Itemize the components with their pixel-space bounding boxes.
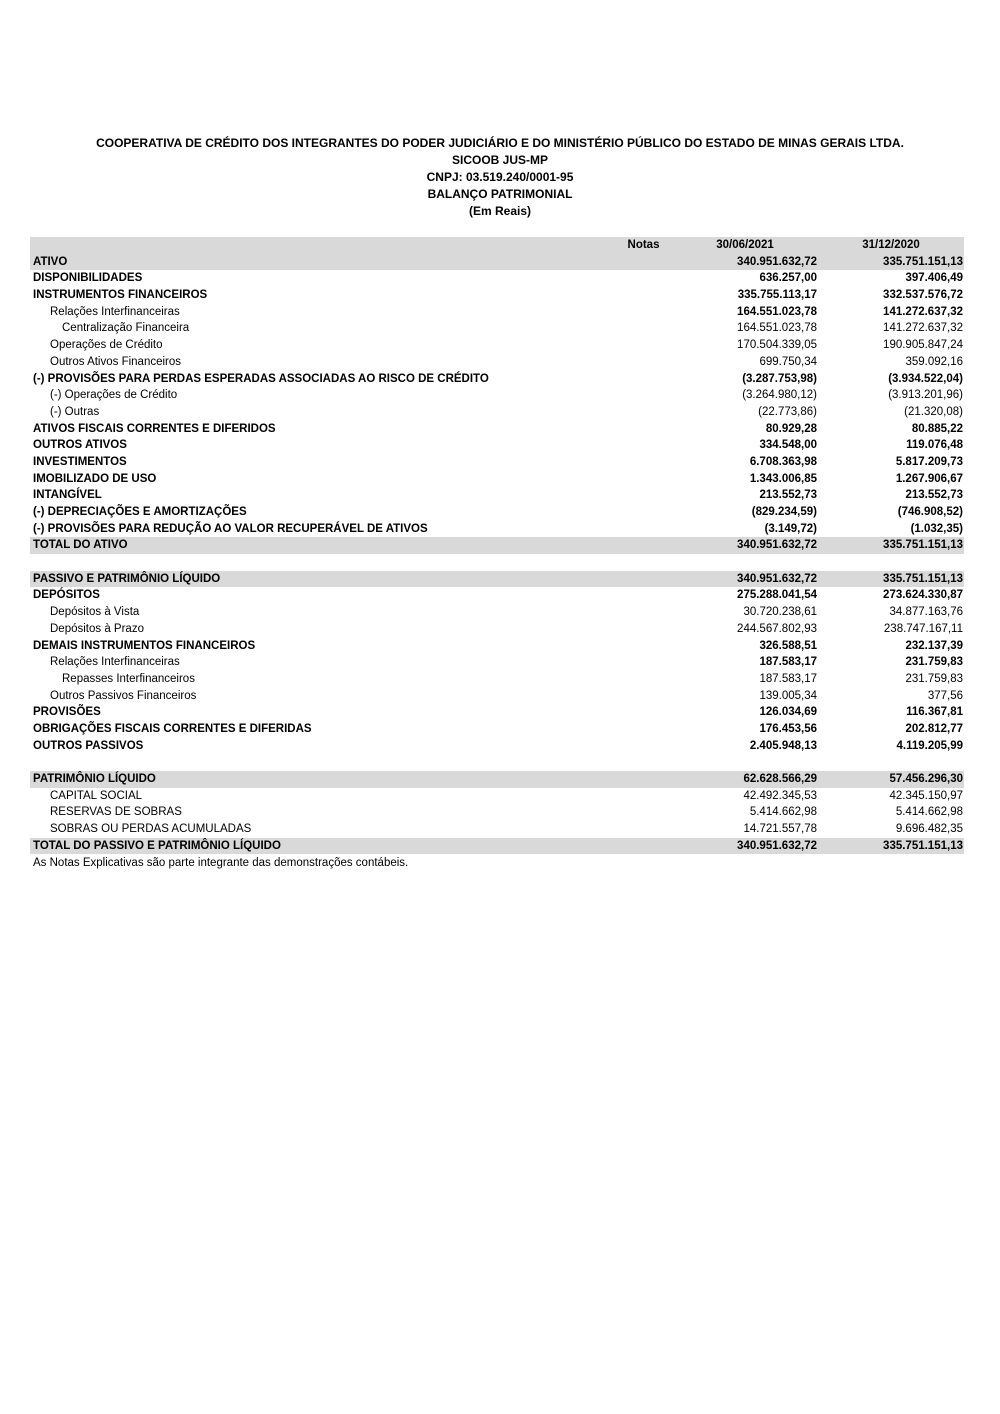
row-label: TOTAL DO PASSIVO E PATRIMÔNIO LÍQUIDO xyxy=(33,839,281,852)
row-value-period2: 190.905.847,24 xyxy=(883,339,963,352)
row-label: INSTRUMENTOS FINANCEIROS xyxy=(33,289,208,302)
row-label: Outros Passivos Financeiros xyxy=(50,689,197,702)
brand-name: SICOOB JUS-MP xyxy=(451,153,548,167)
row-label: CAPITAL SOCIAL xyxy=(50,789,143,802)
table-row xyxy=(30,604,964,621)
spacer-row xyxy=(30,554,964,571)
table-row xyxy=(30,270,964,287)
table-row xyxy=(30,471,964,488)
row-value-period1: 14.721.557,78 xyxy=(743,823,817,836)
row-value-period2: 231.759,83 xyxy=(905,656,963,669)
cnpj: CNPJ: 03.519.240/0001-95 xyxy=(426,170,574,184)
table-row xyxy=(30,788,964,805)
row-value-period2: (1.032,35) xyxy=(910,522,963,535)
company-name: COOPERATIVA DE CRÉDITO DOS INTEGRANTES DO PODER JUDICIÁRIO E DO MINISTÉRIO PÚBLICO DO ESTADO DE MINAS GERAIS LTDA. xyxy=(96,136,904,150)
table-row xyxy=(30,521,964,538)
row-value-period2: (3.913.201,96) xyxy=(888,389,963,402)
row-value-period2: 231.759,83 xyxy=(905,672,963,685)
row-label: Depósitos à Prazo xyxy=(50,622,144,635)
table-row xyxy=(30,654,964,671)
row-value-period1: 699.750,34 xyxy=(759,355,817,368)
row-value-period2: 335.751.151,13 xyxy=(883,839,963,852)
row-value-period1: 42.492.345,53 xyxy=(743,789,817,802)
table-row xyxy=(30,487,964,504)
table-row xyxy=(30,504,964,521)
table-row xyxy=(30,771,964,788)
row-label: PATRIMÔNIO LÍQUIDO xyxy=(33,773,156,785)
row-value-period1: (3.287.753,98) xyxy=(742,372,817,385)
table-row xyxy=(30,320,964,337)
row-value-period1: 244.567.802,93 xyxy=(737,622,817,635)
table-header-row xyxy=(30,237,964,254)
table-row xyxy=(30,304,964,321)
row-value-period2: 57.456.296,30 xyxy=(889,773,963,785)
row-label: OUTROS PASSIVOS xyxy=(33,739,144,752)
row-value-period2: 335.751.151,13 xyxy=(883,255,963,268)
row-value-period1: (829.234,59) xyxy=(751,506,817,518)
row-value-period2: 34.877.163,76 xyxy=(889,606,963,619)
row-label: Repasses Interfinanceiros xyxy=(62,672,195,685)
row-value-period2: 119.076,48 xyxy=(906,439,963,452)
row-value-period2: 202.812,77 xyxy=(905,722,963,735)
row-value-period1: 340.951.632,72 xyxy=(737,572,817,585)
table-row xyxy=(30,371,964,388)
row-value-period2: 5.414.662,98 xyxy=(895,806,963,819)
row-value-period1: 30.720.238,61 xyxy=(743,606,817,619)
row-value-period1: 213.552,73 xyxy=(759,489,817,502)
row-value-period2: 335.751.151,13 xyxy=(883,539,963,552)
row-value-period1: 334.548,00 xyxy=(759,439,817,452)
row-value-period1: 187.583,17 xyxy=(759,672,817,685)
row-value-period1: 1.343.006,85 xyxy=(749,472,817,485)
row-label: RESERVAS DE SOBRAS xyxy=(50,806,182,819)
row-value-period1: 5.414.662,98 xyxy=(749,806,817,819)
row-value-period1: (3.149,72) xyxy=(764,522,817,535)
table-body xyxy=(30,254,964,855)
row-value-period1: 340.951.632,72 xyxy=(737,255,817,268)
table-row xyxy=(30,671,964,688)
row-value-period1: 176.453,56 xyxy=(759,722,817,735)
row-value-period1: 6.708.363,98 xyxy=(749,455,817,468)
row-value-period2: 42.345.150,97 xyxy=(889,789,963,802)
row-value-period2: 377,56 xyxy=(927,689,963,702)
table-row xyxy=(30,287,964,304)
table-row xyxy=(30,738,964,755)
row-value-period2: 397.406,49 xyxy=(905,272,963,285)
table-row xyxy=(30,638,964,655)
row-label: Depósitos à Vista xyxy=(50,606,140,619)
table-row xyxy=(30,537,964,554)
table-row xyxy=(30,354,964,371)
table-row xyxy=(30,838,964,855)
row-value-period1: (22.773,86) xyxy=(758,405,817,418)
footnote: As Notas Explicativas são parte integrante das demonstrações contábeis. xyxy=(33,857,409,869)
row-value-period2: 359.092,16 xyxy=(905,355,963,368)
document-header xyxy=(0,135,1000,220)
table-row xyxy=(30,721,964,738)
row-label: (-) Operações de Crédito xyxy=(50,389,178,402)
row-value-period1: 126.034,69 xyxy=(759,706,817,719)
statement-title: BALANÇO PATRIMONIAL xyxy=(427,187,573,201)
row-label: Operações de Crédito xyxy=(50,339,163,352)
row-value-period2: 9.696.482,35 xyxy=(895,823,963,836)
row-value-period2: 335.751.151,13 xyxy=(883,572,963,585)
row-value-period1: 275.288.041,54 xyxy=(737,589,817,602)
row-value-period2: 273.624.330,87 xyxy=(883,589,963,602)
header-period2: 31/12/2020 xyxy=(862,239,920,251)
table-row xyxy=(30,421,964,438)
row-value-period1: 164.551.023,78 xyxy=(737,305,817,318)
row-label: (-) Outras xyxy=(50,405,100,418)
balance-sheet-table xyxy=(30,237,964,854)
row-label: ATIVO xyxy=(33,255,68,268)
table-row xyxy=(30,571,964,588)
row-value-period1: 2.405.948,13 xyxy=(749,739,817,752)
row-label: Relações Interfinanceiras xyxy=(50,656,180,669)
row-label: Outros Ativos Financeiros xyxy=(50,355,182,368)
row-value-period2: 332.537.576,72 xyxy=(883,289,963,302)
row-value-period2: (3.934.522,04) xyxy=(888,372,963,385)
row-value-period2: (21.320,08) xyxy=(904,405,963,418)
row-label: PASSIVO E PATRIMÔNIO LÍQUIDO xyxy=(33,572,221,585)
row-label: OUTROS ATIVOS xyxy=(33,439,127,452)
table-row xyxy=(30,688,964,705)
row-value-period2: 1.267.906,67 xyxy=(895,472,963,485)
row-value-period2: 116.367,81 xyxy=(906,706,963,719)
row-label: Centralização Financeira xyxy=(62,322,190,335)
row-label: TOTAL DO ATIVO xyxy=(33,539,128,552)
row-label: INTANGÍVEL xyxy=(33,489,102,502)
row-label: DISPONIBILIDADES xyxy=(33,272,143,285)
table-row xyxy=(30,437,964,454)
row-value-period2: (746.908,52) xyxy=(897,506,963,518)
row-value-period1: 164.551.023,78 xyxy=(737,322,817,335)
row-value-period2: 141.272.637,32 xyxy=(883,322,963,335)
table-row xyxy=(30,587,964,604)
row-value-period1: 62.628.566,29 xyxy=(743,773,817,785)
row-value-period2: 232.137,39 xyxy=(905,639,963,652)
row-value-period2: 213.552,73 xyxy=(905,489,963,502)
header-period1: 30/06/2021 xyxy=(716,239,774,251)
row-label: (-) PROVISÕES PARA REDUÇÃO AO VALOR RECUPERÁVEL DE ATIVOS xyxy=(33,522,428,535)
row-label: IMOBILIZADO DE USO xyxy=(33,472,157,485)
row-label: (-) DEPRECIAÇÕES E AMORTIZAÇÕES xyxy=(33,506,247,518)
row-label: SOBRAS OU PERDAS ACUMULADAS xyxy=(50,823,252,836)
table-row xyxy=(30,454,964,471)
row-label: DEPÓSITOS xyxy=(33,589,100,602)
table-row xyxy=(30,387,964,404)
table-row xyxy=(30,821,964,838)
row-label: Relações Interfinanceiras xyxy=(50,305,180,318)
row-label: PROVISÕES xyxy=(33,706,101,719)
row-label: DEMAIS INSTRUMENTOS FINANCEIROS xyxy=(33,639,256,652)
row-value-period2: 4.119.205,99 xyxy=(896,739,963,752)
row-value-period1: 340.951.632,72 xyxy=(737,839,817,852)
row-value-period1: 139.005,34 xyxy=(759,689,817,702)
table-row xyxy=(30,254,964,271)
table-row xyxy=(30,337,964,354)
spacer-row xyxy=(30,754,964,771)
table-row xyxy=(30,704,964,721)
row-value-period1: 80.929,28 xyxy=(765,422,817,435)
row-label: INVESTIMENTOS xyxy=(33,455,127,468)
row-value-period1: 326.588,51 xyxy=(759,639,817,652)
row-value-period2: 141.272.637,32 xyxy=(883,305,963,318)
row-value-period1: (3.264.980,12) xyxy=(742,389,817,402)
row-label: (-) PROVISÕES PARA PERDAS ESPERADAS ASSOCIADAS AO RISCO DE CRÉDITO xyxy=(33,372,489,385)
row-label: OBRIGAÇÕES FISCAIS CORRENTES E DIFERIDAS xyxy=(33,722,312,735)
row-value-period1: 187.583,17 xyxy=(759,656,817,669)
header-notes: Notas xyxy=(627,239,660,251)
currency-unit: (Em Reais) xyxy=(468,204,532,218)
row-value-period2: 5.817.209,73 xyxy=(895,455,963,468)
row-value-period1: 335.755.113,17 xyxy=(737,289,817,302)
row-value-period1: 340.951.632,72 xyxy=(737,539,817,552)
row-value-period2: 80.885,22 xyxy=(911,422,963,435)
row-value-period2: 238.747.167,11 xyxy=(883,622,963,635)
row-label: ATIVOS FISCAIS CORRENTES E DIFERIDOS xyxy=(33,422,276,435)
table-row xyxy=(30,804,964,821)
table-row xyxy=(30,621,964,638)
table-row xyxy=(30,404,964,421)
row-value-period1: 636.257,00 xyxy=(759,272,817,285)
row-value-period1: 170.504.339,05 xyxy=(737,339,817,352)
